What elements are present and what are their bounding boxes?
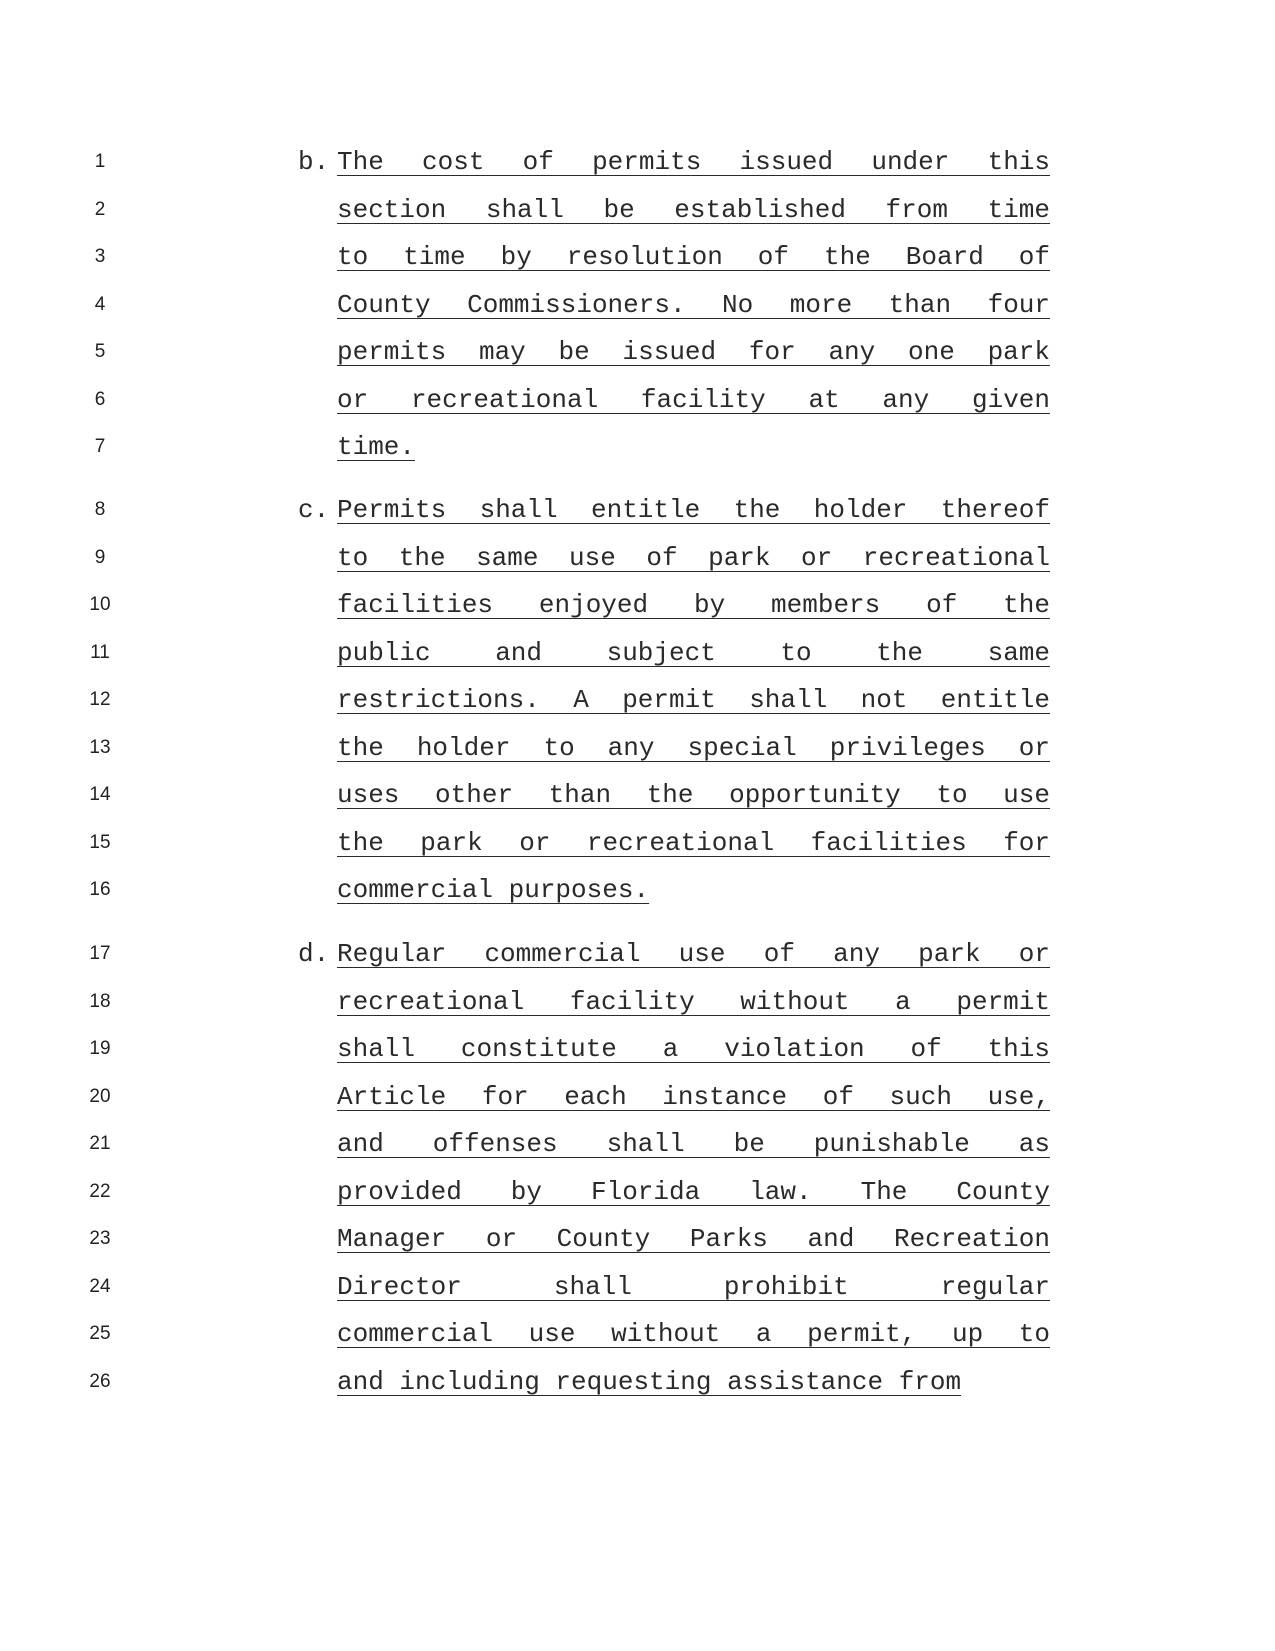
document-line <box>0 633 1275 673</box>
line-text: uses other than the opportunity to use <box>337 780 1050 810</box>
line-number: 10 <box>89 594 111 615</box>
list-marker: b. <box>298 147 330 177</box>
list-marker: c. <box>298 495 330 525</box>
line-number: 17 <box>89 943 111 964</box>
line-text: Article for each instance of such use, <box>337 1081 1050 1112</box>
document-line <box>0 870 1275 910</box>
document-line <box>0 1267 1275 1307</box>
line-number: 9 <box>94 546 106 568</box>
document-line <box>0 237 1275 277</box>
document-line <box>0 823 1275 863</box>
document-line <box>0 934 1275 974</box>
line-number: 15 <box>89 831 111 853</box>
line-text: restrictions. A permit shall not entitle <box>337 685 1050 715</box>
line-text: Director shall prohibit regular <box>337 1271 1050 1302</box>
line-text: facilities enjoyed by members of the <box>337 590 1050 620</box>
line-number: 25 <box>89 1323 111 1344</box>
line-text: and including requesting assistance from <box>337 1366 962 1397</box>
line-text: time. <box>337 432 416 462</box>
line-number: 5 <box>94 341 106 362</box>
document-line <box>0 1077 1275 1117</box>
document-line <box>0 728 1275 768</box>
document-line <box>0 982 1275 1022</box>
line-number: 4 <box>94 293 106 315</box>
document-line <box>0 1124 1275 1164</box>
line-text: recreational facility without a permit <box>337 986 1050 1017</box>
line-text: shall constitute a violation of this <box>337 1034 1050 1064</box>
line-text: or recreational facility at any given <box>337 384 1050 415</box>
document-line <box>0 1219 1275 1259</box>
line-text: permits may be issued for any one park <box>337 337 1050 367</box>
line-text: the holder to any special privileges or <box>337 732 1050 763</box>
document-line <box>0 1362 1275 1402</box>
line-number: 23 <box>89 1228 111 1249</box>
line-text: to time by resolution of the Board of <box>337 242 1050 272</box>
line-text: Regular commercial use of any park or <box>337 939 1050 969</box>
line-number: 18 <box>89 990 111 1012</box>
line-number: 19 <box>89 1038 111 1059</box>
line-text: and offenses shall be punishable as <box>337 1129 1050 1159</box>
document-line <box>0 1029 1275 1069</box>
line-number: 22 <box>89 1180 111 1202</box>
document-line <box>0 142 1275 182</box>
document-line <box>0 490 1275 530</box>
document-line <box>0 1172 1275 1212</box>
list-marker: d. <box>298 939 330 969</box>
line-text: County Commissioners. No more than four <box>337 289 1050 320</box>
line-text: Manager or County Parks and Recreation <box>337 1224 1050 1254</box>
line-number: 16 <box>89 879 111 900</box>
line-number: 13 <box>89 736 111 758</box>
line-number: 1 <box>94 151 106 172</box>
document-line <box>0 680 1275 720</box>
line-number: 8 <box>94 499 106 520</box>
line-number: 6 <box>94 388 106 410</box>
line-number: 7 <box>94 436 106 457</box>
document-line <box>0 1314 1275 1354</box>
line-text: the park or recreational facilities for <box>337 827 1050 858</box>
line-text: public and subject to the same <box>337 637 1050 668</box>
document-line <box>0 538 1275 578</box>
document-line <box>0 190 1275 230</box>
line-text: Permits shall entitle the holder thereof <box>337 495 1050 525</box>
line-text: commercial purposes. <box>337 875 650 905</box>
document-line <box>0 332 1275 372</box>
line-text: section shall be established from time <box>337 194 1050 225</box>
document-line <box>0 380 1275 420</box>
line-text: The cost of permits issued under this <box>337 147 1050 177</box>
line-number: 11 <box>90 641 110 663</box>
document-line <box>0 285 1275 325</box>
line-number: 20 <box>89 1085 111 1107</box>
line-text: provided by Florida law. The County <box>337 1176 1050 1207</box>
line-number: 21 <box>89 1133 111 1154</box>
line-number: 2 <box>94 198 106 220</box>
line-number: 3 <box>94 246 106 267</box>
document-line <box>0 775 1275 815</box>
document-line <box>0 427 1275 467</box>
line-number: 26 <box>89 1370 111 1392</box>
line-number: 12 <box>89 689 111 710</box>
line-text: to the same use of park or recreational <box>337 542 1050 573</box>
document-line <box>0 585 1275 625</box>
line-number: 24 <box>89 1275 111 1297</box>
line-text: commercial use without a permit, up to <box>337 1319 1050 1349</box>
line-number: 14 <box>89 784 111 805</box>
